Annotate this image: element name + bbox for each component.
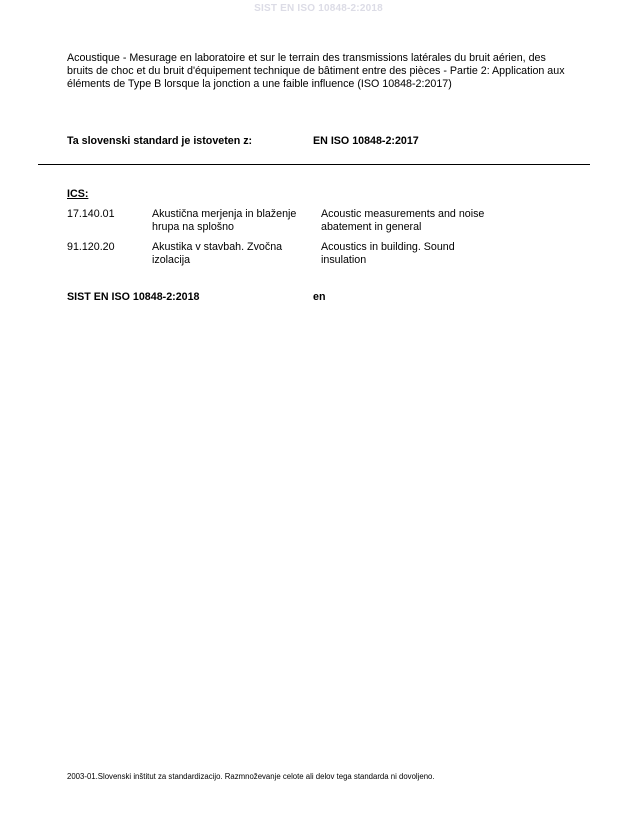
french-title: Acoustique - Mesurage en laboratoire et sur le terrain des transmissions latérales du bruit aérien, des bruits de choc et du bruit d'équipement technique de bâtiment entre des pièces - Partie 2: Application aux éléments de Type B lorsque la jonction a une faible influence (ISO 10848-2:2017) xyxy=(67,52,565,90)
identical-value: EN ISO 10848-2:2017 xyxy=(313,135,419,147)
ics-title: ICS: xyxy=(67,188,89,200)
ics-english: Acoustic measurements and noise abatement in general xyxy=(321,208,485,233)
ics-code: 17.140.01 xyxy=(67,208,115,220)
ics-code: 91.120.20 xyxy=(67,241,115,253)
identical-label: Ta slovenski standard je istoveten z: xyxy=(67,135,253,147)
standard-id: SIST EN ISO 10848-2:2018 xyxy=(67,291,200,303)
ics-slovenian: Akustika v stavbah. Zvočna izolacija xyxy=(152,241,283,266)
divider xyxy=(38,164,590,165)
ics-slovenian: Akustična merjenja in blaženje hrupa na splošno xyxy=(152,208,297,233)
footer-copyright: 2003-01.Slovenski inštitut za standardizacijo. Razmnoževanje celote ali delov tega standarda ni dovoljeno. xyxy=(67,772,435,781)
header-watermark: SIST EN ISO 10848-2:2018 xyxy=(254,3,383,14)
ics-english: Acoustics in building. Sound insulation xyxy=(321,241,455,266)
standard-language: en xyxy=(313,291,326,303)
